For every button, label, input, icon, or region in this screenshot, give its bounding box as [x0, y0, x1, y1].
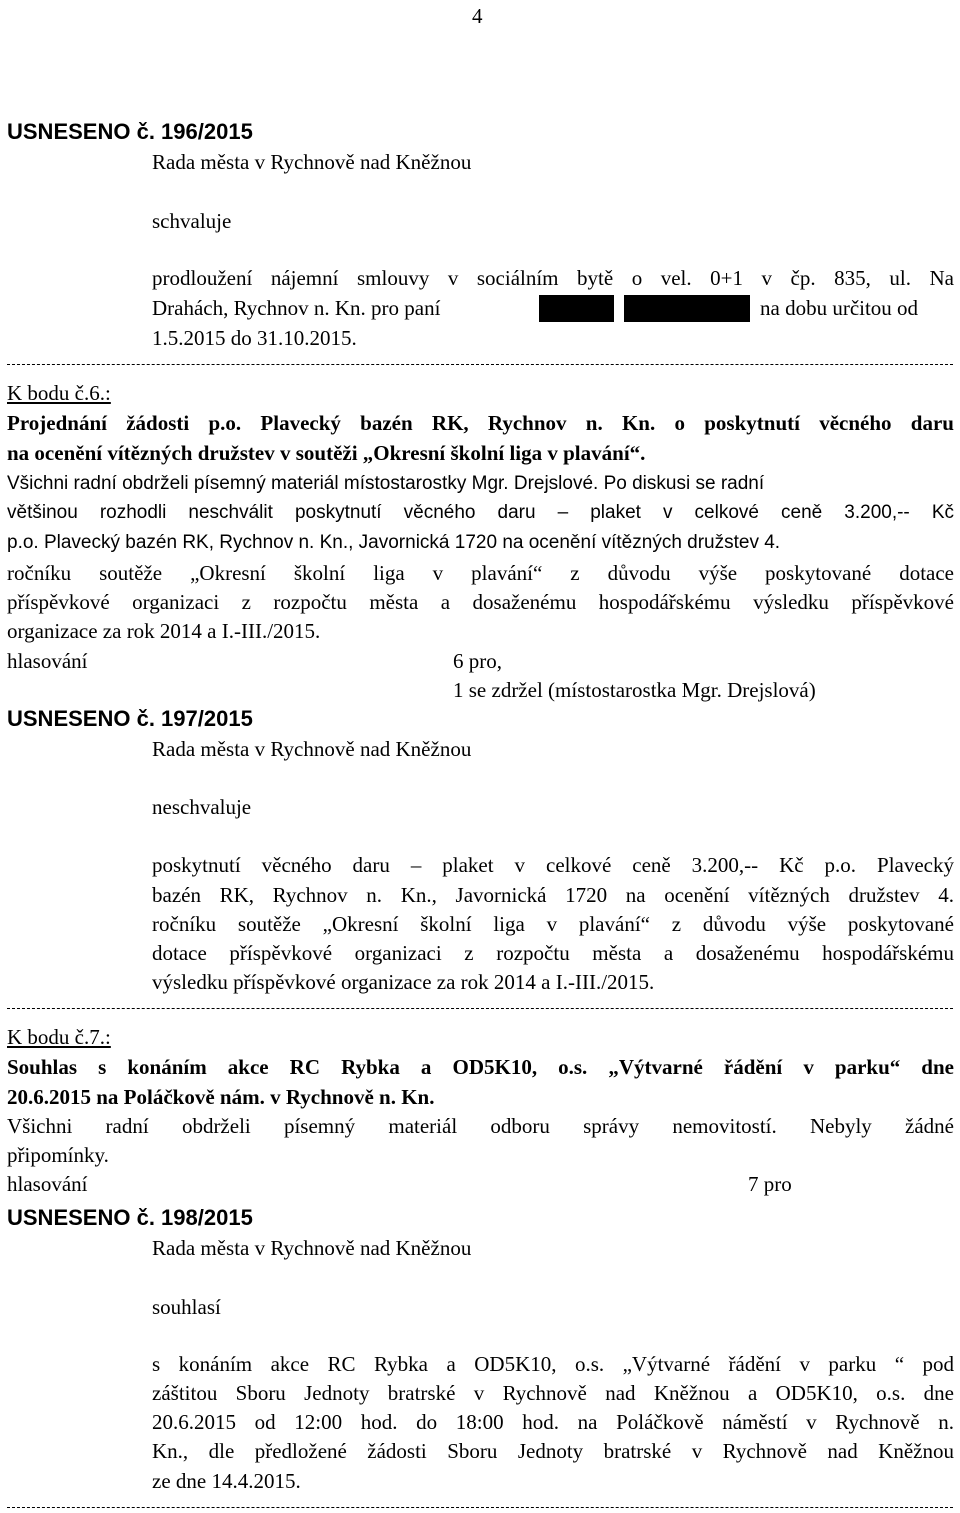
resolution-196-body: Rada města v Rychnově nad Kněžnou [152, 150, 472, 174]
item-6-text-line: ročníku soutěže „Okresní školní liga v plavání“ z důvodu výše poskytované dotace [7, 561, 954, 585]
resolution-196-title: USNESENO č. 196/2015 [7, 119, 253, 144]
resolution-198-line: 20.6.2015 od 12:00 hod. do 18:00 hod. na Poláčkově náměstí v Rychnově n. [152, 1410, 954, 1434]
item-6-vote-abstain: 1 se zdržel (místostarostka Mgr. Drejslová) [453, 678, 816, 702]
resolution-197-line: dotace příspěvkové organizaci z rozpočtu města a dosaženému hospodářskému [152, 941, 954, 965]
resolution-198-line: záštitou Sboru Jednoty bratrské v Rychnově nad Kněžnou a OD5K10, o.s. dne [152, 1381, 954, 1405]
item-7-text-line: připomínky. [7, 1143, 109, 1167]
resolution-197-line: ročníku soutěže „Okresní školní liga v plavání“ z důvodu výše poskytované [152, 912, 954, 936]
item-6-text-line: Všichni radní obdrželi písemný materiál místostarostky Mgr. Drejslové. Po diskusi se radní [7, 473, 765, 494]
item-7-vote-label: hlasování [7, 1172, 88, 1196]
item-7-label: K bodu č.7.: [7, 1025, 111, 1049]
item-6-text-line: příspěvkové organizaci z rozpočtu města a dosaženému hospodářskému výsledku příspěvkové [7, 590, 954, 614]
redaction-block [624, 295, 750, 322]
item-6-text-line: většinou rozhodli neschválit poskytnutí věcného daru – plaket v celkové ceně 3.200,-- Kč [7, 502, 954, 523]
resolution-196-line: Drahách, Rychnov n. Kn. pro paní [152, 296, 441, 320]
item-6-label: K bodu č.6.: [7, 381, 111, 405]
separator-line [7, 1507, 953, 1508]
item-6-vote-label: hlasování [7, 649, 88, 673]
page-number: 4 [472, 4, 483, 28]
resolution-198-title: USNESENO č. 198/2015 [7, 1205, 253, 1230]
item-6-vote-for: 6 pro, [453, 649, 502, 673]
resolution-197-line: výsledku příspěvkové organizace za rok 2014 a I.-III./2015. [152, 970, 655, 994]
resolution-197-verb: neschvaluje [152, 795, 252, 819]
item-7-text-line: Všichni radní obdrželi písemný materiál odboru správy nemovitostí. Nebyly žádné [7, 1114, 954, 1138]
item-7-vote-value: 7 pro [748, 1172, 792, 1196]
item-7-title-line: Souhlas s konáním akce RC Rybka a OD5K10, o.s. „Výtvarné řádění v parku“ dne [7, 1055, 954, 1079]
resolution-196-line: na dobu určitou od [760, 296, 919, 320]
resolution-197-title: USNESENO č. 197/2015 [7, 706, 253, 731]
resolution-198-line: s konáním akce RC Rybka a OD5K10, o.s. „Výtvarné řádění v parku “ pod [152, 1352, 954, 1376]
resolution-198-line: ze dne 14.4.2015. [152, 1469, 301, 1493]
resolution-197-body: Rada města v Rychnově nad Kněžnou [152, 737, 472, 761]
item-6-text-line: organizace za rok 2014 a I.-III./2015. [7, 619, 321, 643]
item-6-title-line: Projednání žádosti p.o. Plavecký bazén RK, Rychnov n. Kn. o poskytnutí věcného daru [7, 411, 954, 435]
redaction-block [539, 295, 614, 322]
resolution-198-body: Rada města v Rychnově nad Kněžnou [152, 1236, 472, 1260]
resolution-197-line: poskytnutí věcného daru – plaket v celkové ceně 3.200,-- Kč p.o. Plavecký [152, 853, 954, 877]
resolution-197-line: bazén RK, Rychnov n. Kn., Javornická 1720 na ocenění vítězných družstev 4. [152, 883, 954, 907]
resolution-196-line: 1.5.2015 do 31.10.2015. [152, 326, 357, 350]
separator-line [7, 364, 953, 365]
resolution-198-verb: souhlasí [152, 1295, 221, 1319]
item-7-title-line: 20.6.2015 na Poláčkově nám. v Rychnově n. Kn. [7, 1085, 435, 1109]
resolution-196-line: prodloužení nájemní smlouvy v sociálním bytě o vel. 0+1 v čp. 835, ul. Na [152, 266, 954, 290]
item-6-title-line: na ocenění vítězných družstev v soutěži „Okresní školní liga v plavání“. [7, 441, 646, 465]
item-6-text-line: p.o. Plavecký bazén RK, Rychnov n. Kn., Javornická 1720 na ocenění vítězných družstev 4. [7, 532, 781, 553]
separator-line [7, 1008, 953, 1009]
resolution-196-verb: schvaluje [152, 209, 232, 233]
resolution-198-line: Kn., dle předložené žádosti Sboru Jednoty bratrské v Rychnově nad Kněžnou [152, 1439, 954, 1463]
